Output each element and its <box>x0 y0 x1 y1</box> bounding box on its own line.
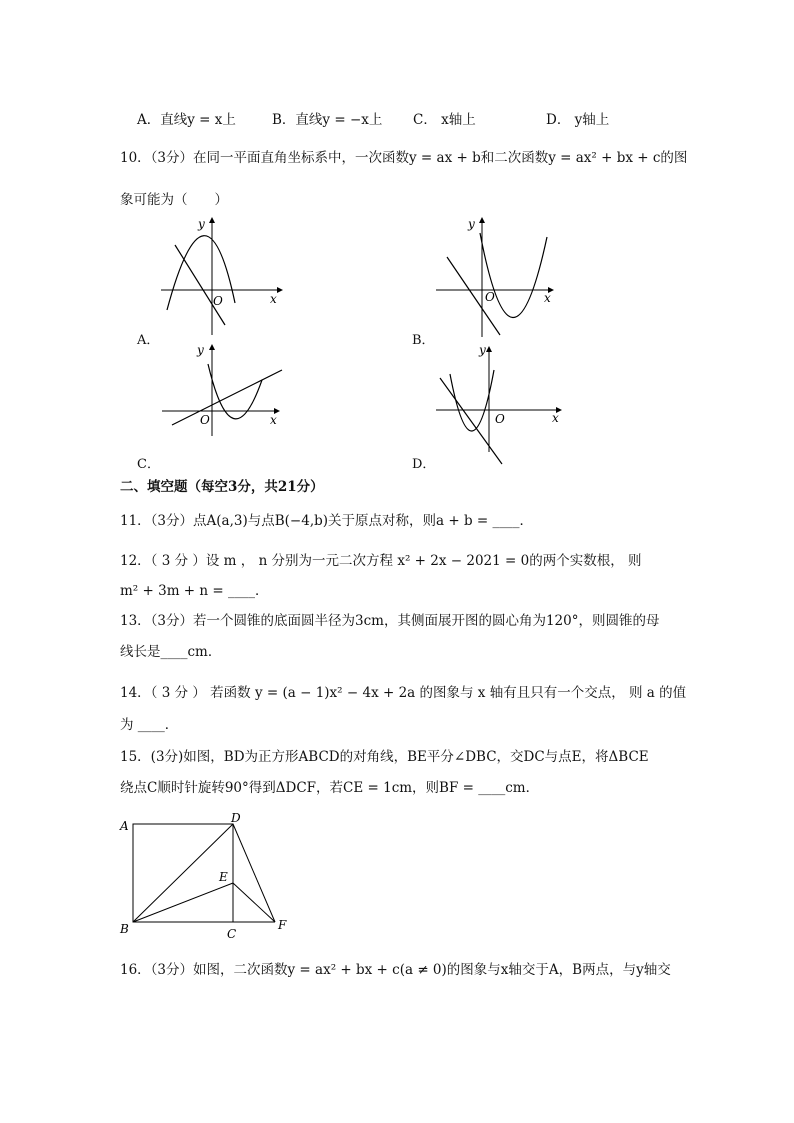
graph-c-origin-label: O <box>200 413 210 427</box>
fig-a-label: A <box>120 819 129 833</box>
graph-b-y-label: y <box>468 217 475 231</box>
fig-c-label: C <box>227 927 237 941</box>
graph-a-origin-label: O <box>213 294 223 308</box>
q13-text-line1: 13．（3分）若一个圆锥的底面圆半径为3cm，其侧面展开图的圆心角为120°，则圆锥的母 <box>120 613 660 629</box>
q12-text-line1: 12．（ 3 分 ）设 m ， n 分别为一元二次方程 x² + 2x − 2021 = 0的两个实数根， 则 <box>120 553 642 569</box>
graph-d-y-label: y <box>479 343 486 357</box>
option-d: D． y轴上 <box>546 112 610 128</box>
q15-text-line1: 15．(3分)如图，BD为正方形ABCD的对角线，BE平分∠DBC，交DC与点E，将ΔBCE <box>120 749 649 765</box>
fig-f-label: F <box>278 918 287 932</box>
graph-c-label: C． <box>137 457 160 472</box>
q12-text-line2: m² + 3m + n = ____． <box>120 583 269 599</box>
graph-d-label: D． <box>412 457 436 472</box>
graph-b-x-label: x <box>544 291 551 305</box>
q14-text-line2: 为 ____． <box>120 717 179 733</box>
graph-a-y-label: y <box>198 217 205 231</box>
option-c: C． x轴上 <box>413 112 476 128</box>
q10-text-line1: 10．（3分）在同一平面直角坐标系中，一次函数y = ax + b和二次函数y = ax² + bx + c的图 <box>120 150 688 166</box>
graph-d <box>432 340 572 470</box>
graph-a-label: A． <box>137 333 160 348</box>
fig-d-label: D <box>231 811 241 825</box>
graph-a <box>155 215 285 340</box>
graph-a-x-label: x <box>270 292 277 306</box>
option-a: A．直线y = x上 <box>137 112 236 128</box>
fig-e-label: E <box>219 870 228 884</box>
q10-text-line2: 象可能为（ ） <box>120 192 228 208</box>
graph-c-y-label: y <box>197 343 204 357</box>
section-title: 二、填空题（每空3分，共21分） <box>120 479 324 495</box>
graph-d-origin-label: O <box>495 412 505 426</box>
q16-text: 16．（3分）如图，二次函数y = ax² + bx + c(a ≠ 0)的图象与x轴交于A，B两点，与y轴交 <box>120 962 671 978</box>
q11-text: 11．（3分）点A(a,3)与点B(−4,b)关于原点对称，则a + b = ____． <box>120 513 533 529</box>
q13-text-line2: 线长是____cm． <box>120 644 222 660</box>
graph-d-x-label: x <box>552 411 559 425</box>
fig-b-label: B <box>120 922 129 936</box>
graph-b <box>432 215 562 340</box>
q15-figure <box>115 808 305 943</box>
graph-b-origin-label: O <box>485 290 495 304</box>
graph-b-label: B． <box>412 333 435 348</box>
graph-c <box>160 340 290 440</box>
q14-text-line1: 14．（ 3 分 ） 若函数 y = (a − 1)x² − 4x + 2a 的图象与 x 轴有且只有一个交点， 则 a 的值 <box>120 685 687 701</box>
option-b: B．直线y = −x上 <box>272 112 383 128</box>
q15-text-line2: 绕点C顺时针旋转90°得到ΔDCF，若CE = 1cm，则BF = ____cm． <box>120 780 540 796</box>
graph-c-x-label: x <box>270 413 277 427</box>
